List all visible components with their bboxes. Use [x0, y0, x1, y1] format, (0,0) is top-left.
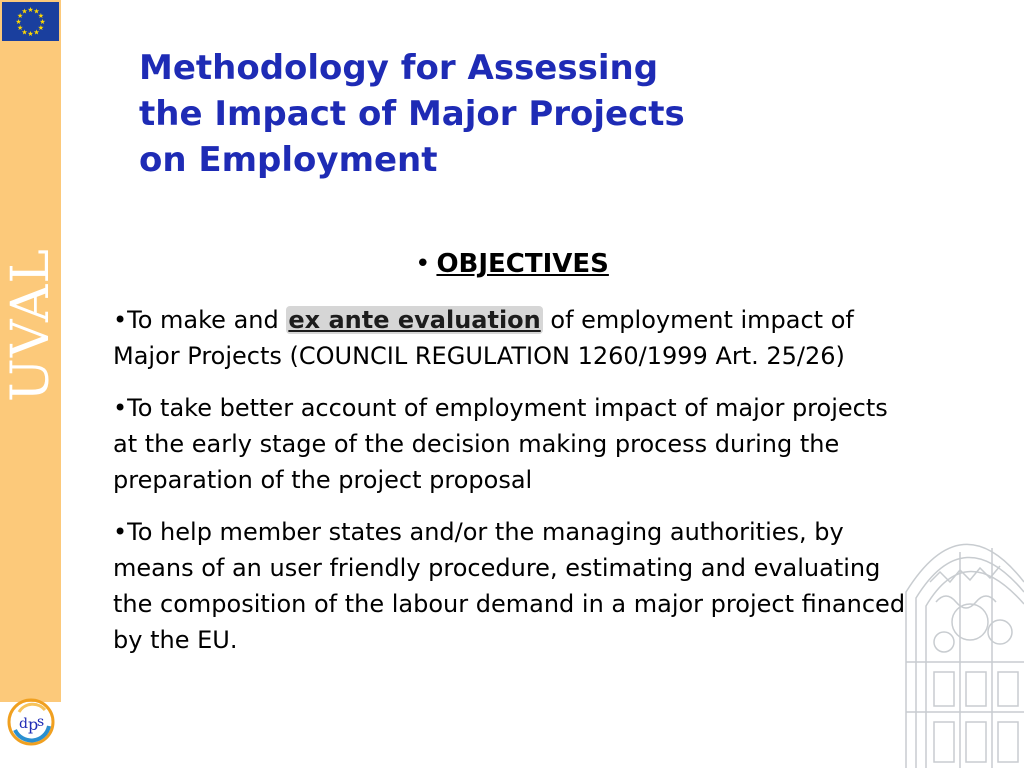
list-item [113, 514, 913, 658]
title-line: the Impact of Major Projects [139, 94, 685, 134]
title-line: on Employment [139, 140, 438, 180]
svg-text:s: s [37, 714, 45, 730]
eu-star-icon: ★ [27, 30, 34, 38]
list-item [113, 390, 913, 498]
bullet-marker: • [113, 306, 128, 334]
ornate-arch-illustration [900, 512, 1024, 768]
bullet-text: of employment impact of Major Projects (COUNCIL REGULATION 1260/1999 Art. 25/26) [113, 306, 854, 370]
eu-star-icon: ★ [16, 12, 24, 20]
ex-ante-link[interactable]: ex ante evaluation [288, 306, 541, 334]
bullet-marker: • [113, 518, 128, 546]
objectives-heading-text: OBJECTIVES [436, 249, 609, 279]
eu-star-icon: ★ [33, 7, 40, 16]
bullet-text: To help member states and/or the managing authorities, by means of an user friendly procedure, estimating and evaluating the composition of the labour demand in a major project financed by the EU. [113, 518, 906, 654]
eu-star-icon: ★ [16, 24, 24, 32]
eu-star-icon: ★ [39, 18, 46, 26]
eu-star-icon: ★ [27, 6, 34, 14]
bullet-text: To take better account of employment impact of major projects at the early stage of the decision making process during the preparation of the project proposal [113, 394, 888, 494]
dps-logo-icon [5, 696, 61, 752]
objectives-heading [0, 246, 1024, 282]
uval-vertical-label: UVAL [1, 248, 61, 402]
heading-bullet: • [415, 249, 431, 279]
eu-star-icon: ★ [21, 7, 28, 16]
slide-title [139, 45, 859, 183]
svg-text:d: d [19, 716, 28, 732]
list-item [113, 302, 913, 374]
objectives-list [113, 302, 913, 674]
title-line: Methodology for Assessing [139, 48, 659, 88]
bullet-marker: • [113, 394, 128, 422]
eu-star-icon: ★ [21, 28, 28, 37]
eu-star-icon: ★ [33, 28, 40, 37]
svg-text:p: p [28, 715, 39, 734]
eu-flag-icon [2, 2, 59, 41]
eu-star-icon: ★ [37, 12, 45, 20]
eu-star-icon: ★ [15, 18, 22, 26]
side-band [0, 0, 61, 702]
bullet-text: To make and [127, 306, 287, 334]
eu-star-icon: ★ [37, 24, 45, 32]
